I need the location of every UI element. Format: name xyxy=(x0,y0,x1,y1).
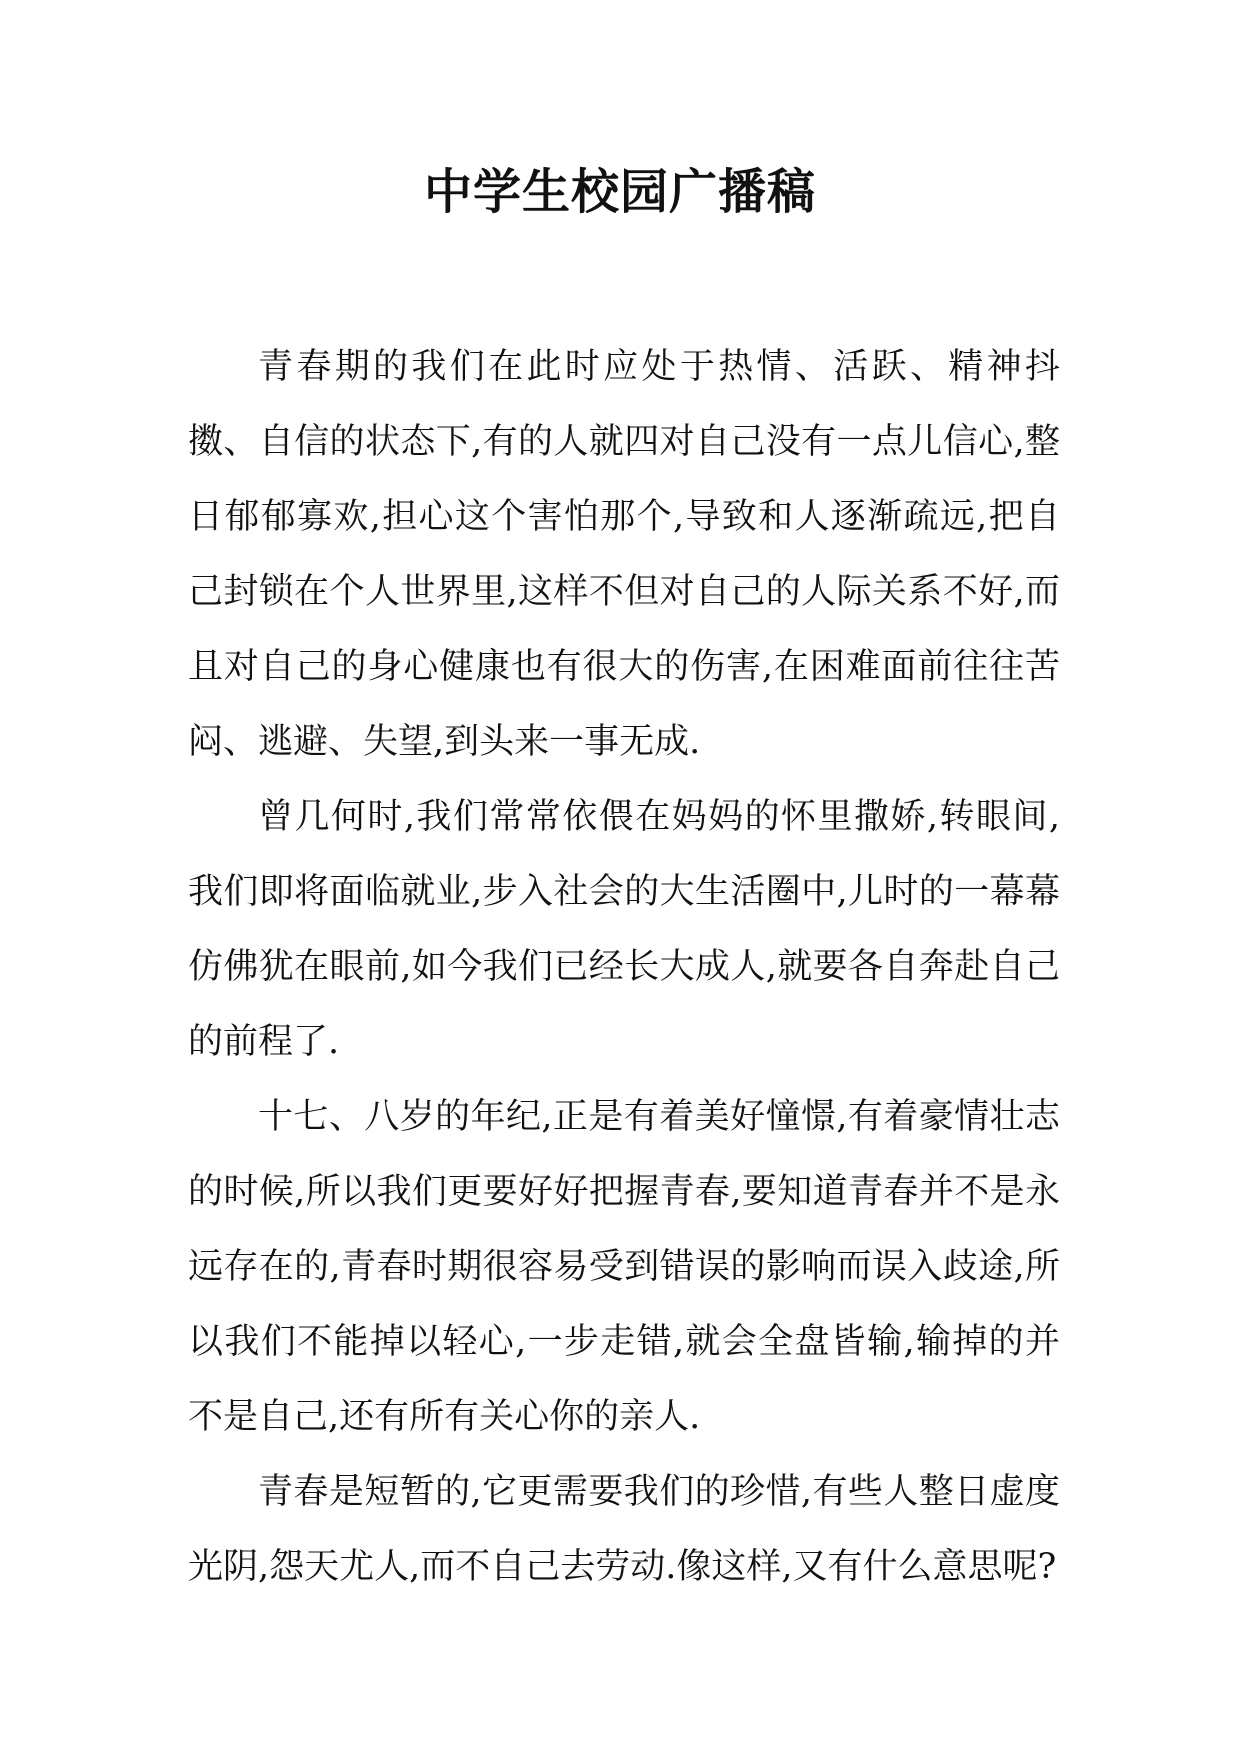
document-body xyxy=(188,330,1060,1605)
paragraph-2: 曾几何时,我们常常依偎在妈妈的怀里撒娇,转眼间,我们即将面临就业,步入社会的大生活圈中,儿时的一幕幕仿佛犹在眼前,如今我们已经长大成人,就要各自奔赴自己的前程了. xyxy=(188,797,1060,1062)
paragraph-3: 十七、八岁的年纪,正是有着美好憧憬,有着豪情壮志的时候,所以我们更要好好把握青春,要知道青春并不是永远存在的,青春时期很容易受到错误的影响而误入歧途,所以我们不能掉以轻心,一步走错,就会全盘皆输,输掉的并不是自己,还有所有关心你的亲人. xyxy=(188,1097,1060,1437)
paragraph-1: 青春期的我们在此时应处于热情、活跃、精神抖擞、自信的状态下,有的人就四对自己没有一点儿信心,整日郁郁寡欢,担心这个害怕那个,导致和人逐渐疏远,把自己封锁在个人世界里,这样不但对自己的人际关系不好,而且对自己的身心健康也有很大的伤害,在困难面前往往苦闷、逃避、失望,到头来一事无成. xyxy=(188,347,1060,762)
paragraph-4: 青春是短暂的,它更需要我们的珍惜,有些人整日虚度光阴,怨天尤人,而不自己去劳动.像这样,又有什么意思呢? xyxy=(188,1472,1060,1587)
document-title: 中学生校园广播稿 xyxy=(423,164,816,220)
